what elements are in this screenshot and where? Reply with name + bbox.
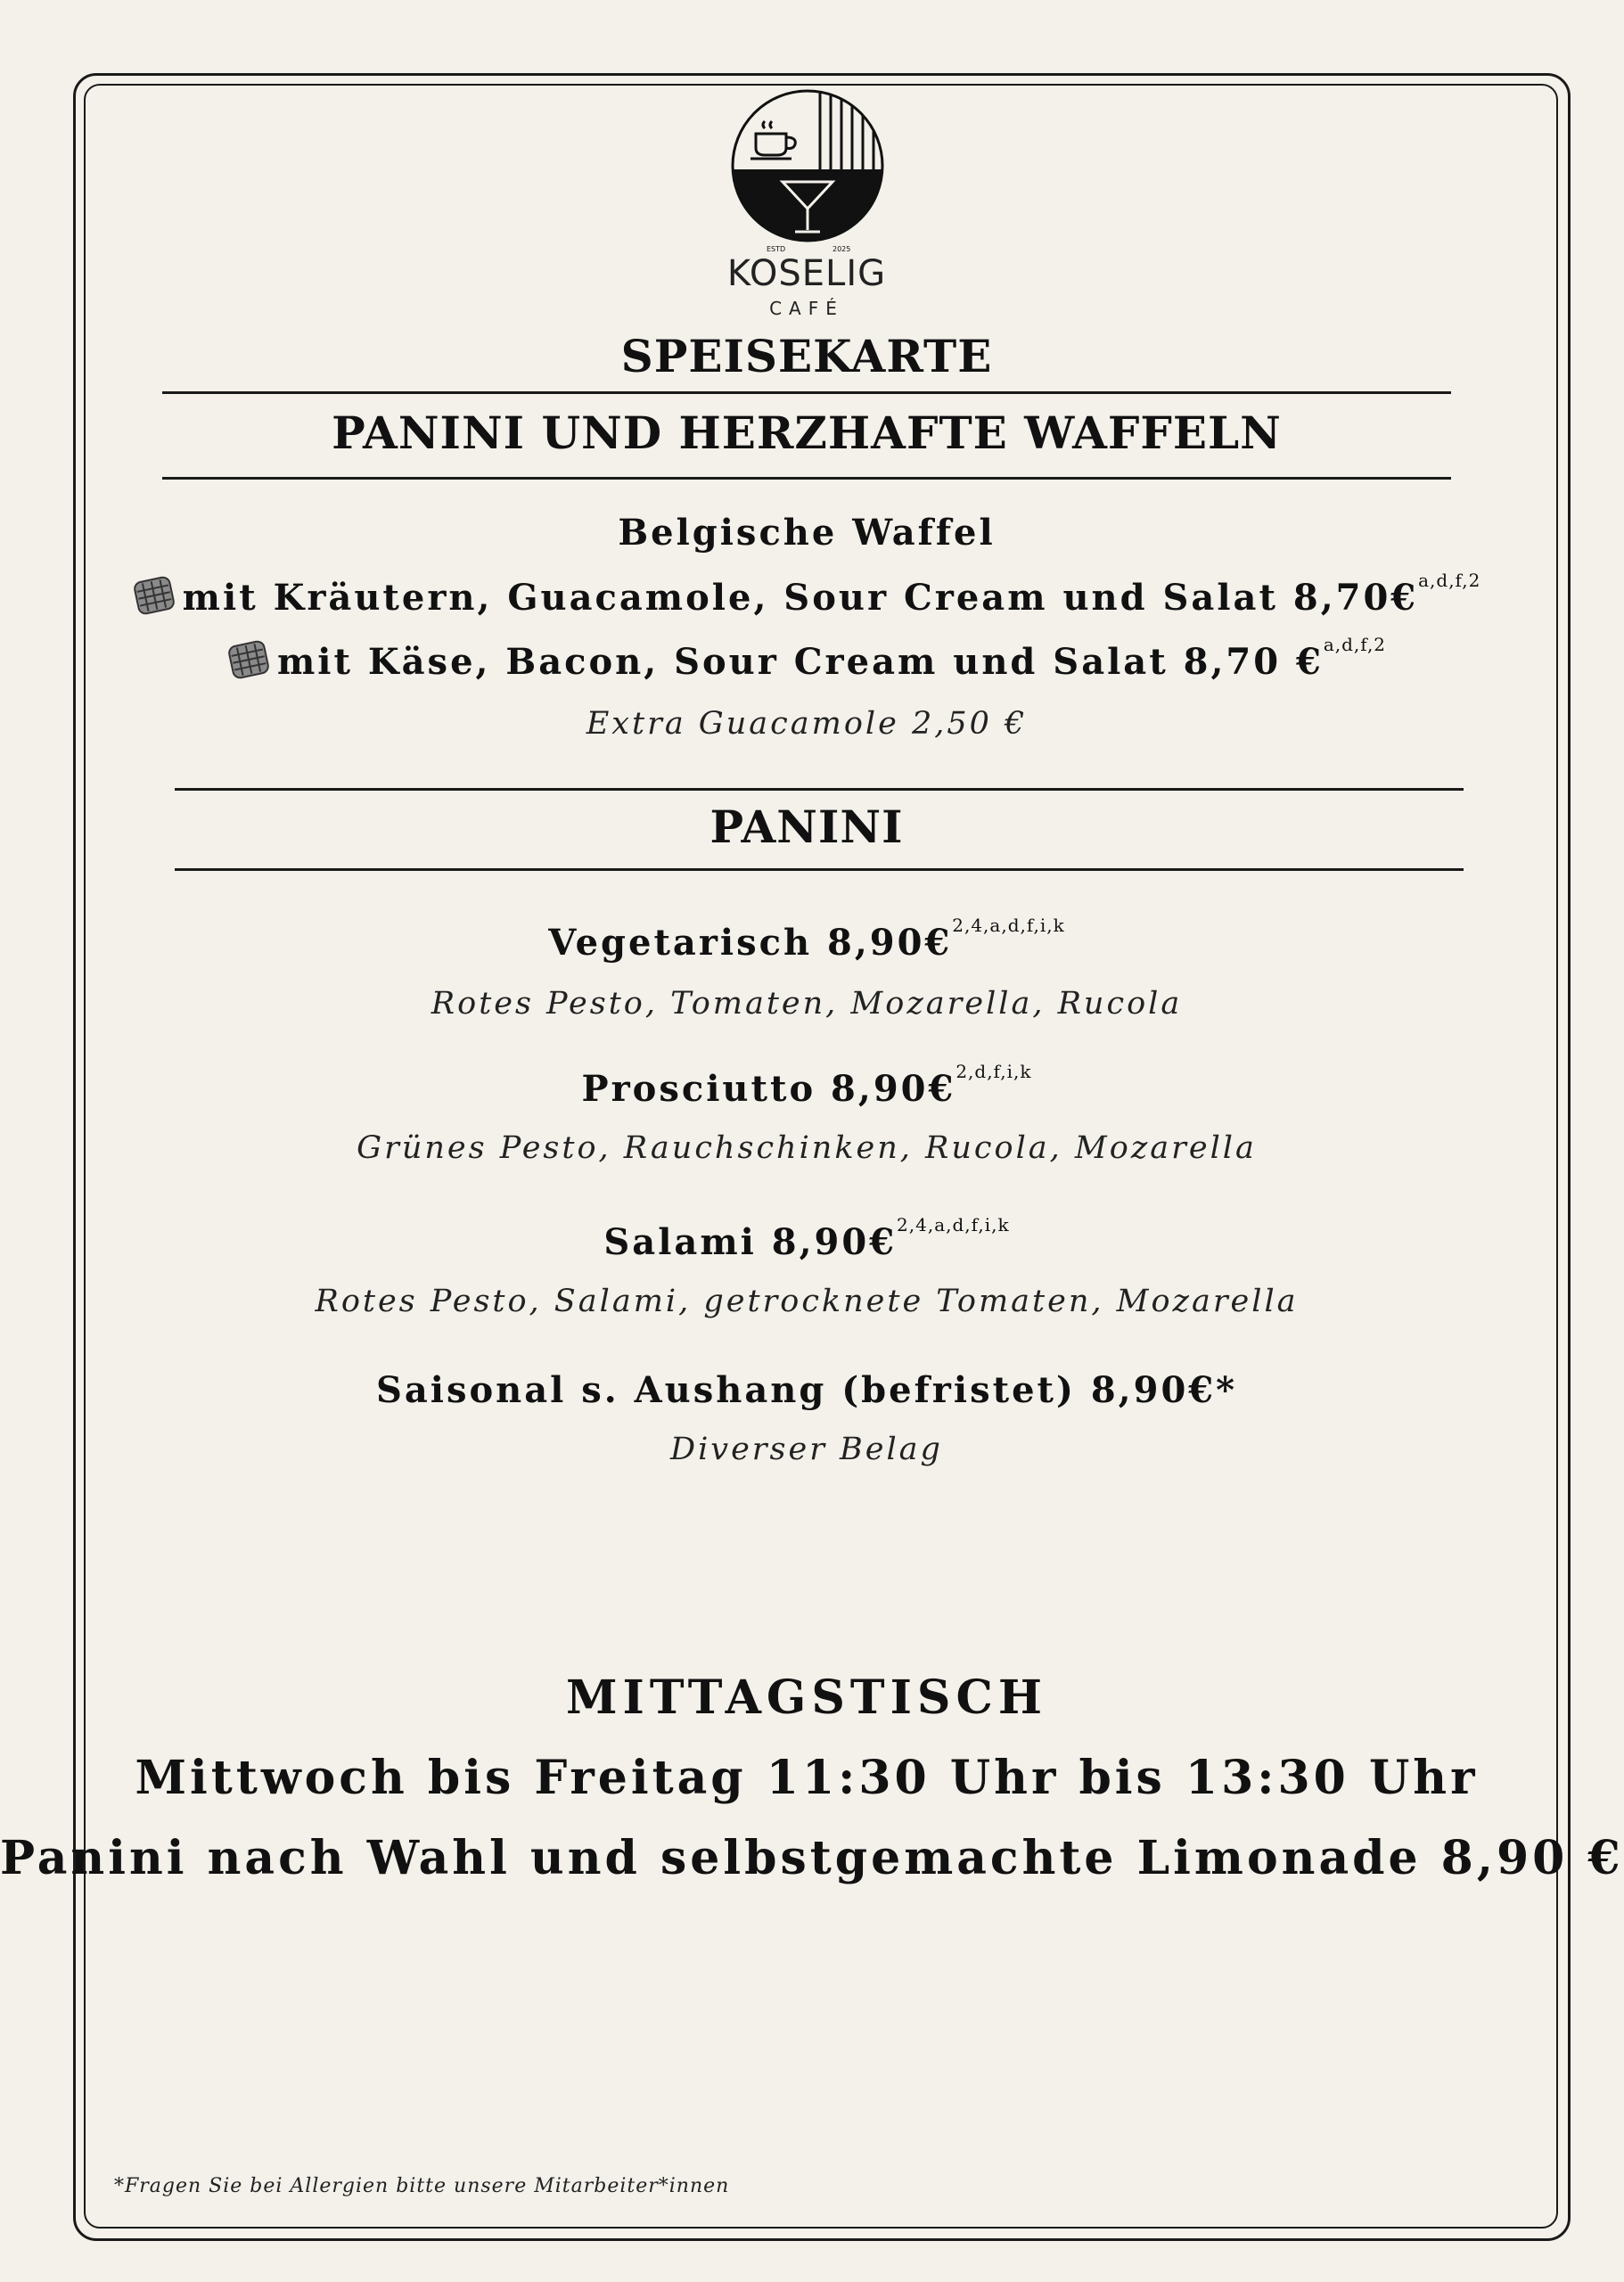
panini-item-3-name: Salami 8,90€$^{2,4,a,d,f,i,k}$ <box>603 1214 1010 1263</box>
section-heading-waffles: PANINI UND HERZHAFTE WAFFELN <box>332 406 1282 459</box>
logo-year: 2025 <box>833 245 851 253</box>
section-heading-panini: PANINI <box>709 800 904 853</box>
logo-estd: ESTD <box>767 245 786 253</box>
panini-item-3-allergens: 2,4,a,d,f,i,k <box>897 1214 1010 1235</box>
waffle-item-1 <box>0 570 1613 619</box>
panini-item-4-name: Saisonal s. Aushang (befristet) 8,90€* <box>375 1369 1238 1411</box>
waffle-item-1-text: mit Kräutern, Guacamole, Sour Cream und Salat 8,70€ <box>182 577 1419 619</box>
cafe-logo <box>731 89 884 253</box>
divider <box>175 788 1464 791</box>
panini-item-1-allergens: 2,4,a,d,f,i,k <box>952 915 1065 936</box>
waffle-icon <box>133 574 176 617</box>
divider <box>175 868 1464 871</box>
panini-item-1-description: Rotes Pesto, Tomaten, Mozarella, Rucola <box>431 986 1183 1022</box>
waffle-item-2 <box>0 634 1613 683</box>
divider <box>162 477 1451 480</box>
panini-item-2-allergens: 2,d,f,i,k <box>956 1061 1032 1082</box>
brand-subtitle: CAFÉ <box>769 298 844 319</box>
panini-item-4-description: Diverser Belag <box>670 1432 943 1467</box>
mittagstisch-heading: MITTAGSTISCH <box>566 1670 1047 1725</box>
waffle-subheading: Belgische Waffel <box>618 512 996 554</box>
panini-item-2-name: Prosciutto 8,90€$^{2,d,f,i,k}$ <box>581 1061 1032 1110</box>
waffle-item-1-allergens: a,d,f,2 <box>1418 570 1481 591</box>
page-title: SPEISEKARTE <box>620 330 993 382</box>
panini-item-2-description: Grünes Pesto, Rauchschinken, Rucola, Mozarella <box>357 1130 1257 1166</box>
mittagstisch-hours: Mittwoch bis Freitag 11:30 Uhr bis 13:30 Uhr <box>135 1751 1479 1805</box>
mittagstisch-offer: Panini nach Wahl und selbstgemachte Limonade 8,90 € <box>0 1831 1624 1885</box>
waffle-extra: Extra Guacamole 2,50 € <box>586 706 1028 742</box>
panini-item-1-name: Vegetarisch 8,90€$^{2,4,a,d,f,i,k}$ <box>548 915 1065 964</box>
panini-item-3-description: Rotes Pesto, Salami, getrocknete Tomaten, Mozarella <box>315 1284 1299 1319</box>
divider <box>162 391 1451 394</box>
waffle-item-2-allergens: a,d,f,2 <box>1323 634 1387 655</box>
allergy-footnote: *Fragen Sie bei Allergien bitte unsere Mitarbeiter*innen <box>114 2175 730 2197</box>
waffle-icon <box>227 638 270 681</box>
brand-name: KOSELIG <box>726 253 887 294</box>
waffle-item-2-text: mit Käse, Bacon, Sour Cream und Salat 8,70 € <box>276 641 1324 683</box>
